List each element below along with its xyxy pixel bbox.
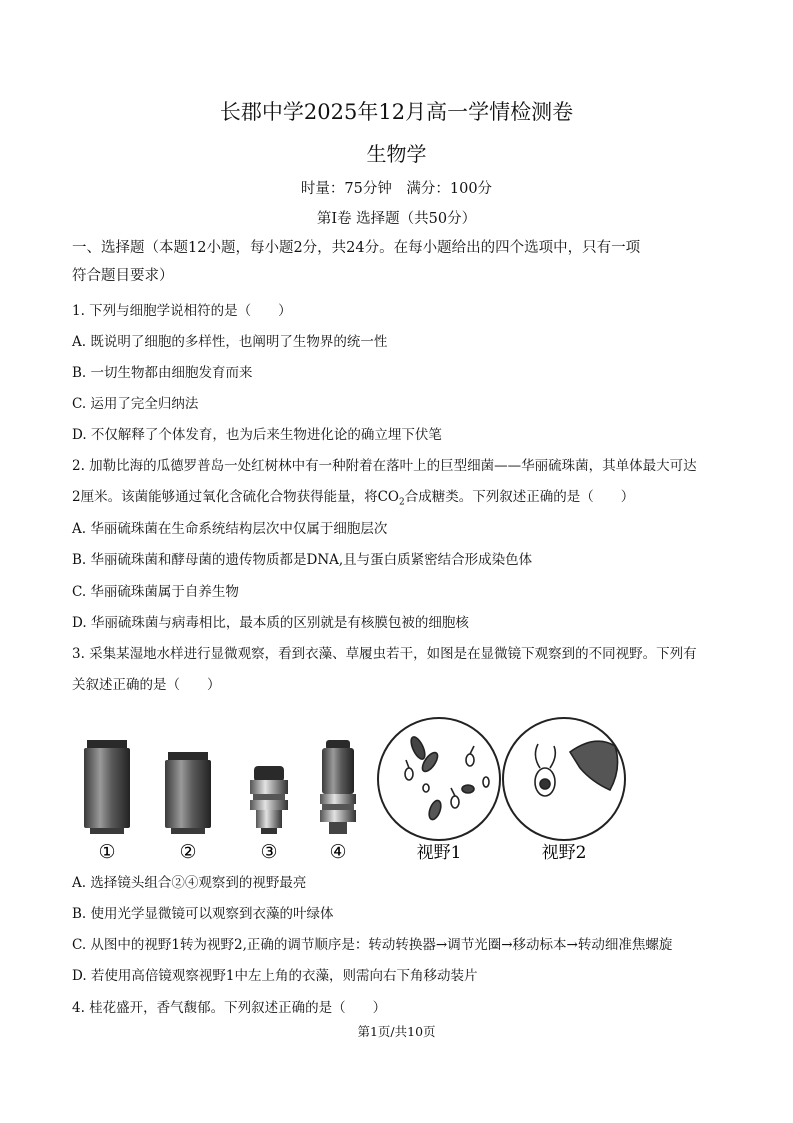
q4-stem: 4. 桂花盛开，香气馥郁。下列叙述正确的是（ ） xyxy=(72,1000,387,1016)
q2-stem-line-2 xyxy=(72,488,634,512)
objective-3-icon xyxy=(250,766,288,834)
objective-4-icon xyxy=(320,740,356,834)
lens-label-3: ③ xyxy=(260,841,278,863)
exam-meta: 时量：75分钟 满分：100分 xyxy=(300,181,493,197)
q2-option-d: D. 华丽硫珠菌与病毒相比，最本质的区别就是有核膜包被的细胞核 xyxy=(72,615,469,631)
q3-option-d: D. 若使用高倍镜观察视野1中左上角的衣藻，则需向右下角移动装片 xyxy=(72,968,478,984)
view1-label: 视野1 xyxy=(416,843,462,863)
view2-label: 视野2 xyxy=(541,843,587,863)
microscope-figure-svg xyxy=(70,712,630,868)
q3-stem-line-2: 关叙述正确的是（ ） xyxy=(72,677,221,693)
q2-stem-line-2-post: 合成糖类。下列叙述正确的是（ ） xyxy=(404,489,635,505)
eyepiece-2-icon xyxy=(165,752,211,834)
instructions-line-1: 一、选择题（本题12小题，每小题2分，共24分。在每小题给出的四个选项中，只有一项 xyxy=(72,240,641,256)
instructions-line-2: 符合题目要求） xyxy=(72,268,174,284)
subject-title: 生物学 xyxy=(366,142,427,166)
lens-label-4: ④ xyxy=(329,841,347,863)
lens-label-2: ② xyxy=(179,841,197,863)
q1-option-a: A. 既说明了细胞的多样性，也阐明了生物界的统一性 xyxy=(72,334,388,350)
page-footer: 第1页/共10页 xyxy=(357,1024,436,1039)
q2-option-a: A. 华丽硫珠菌在生命系统结构层次中仅属于细胞层次 xyxy=(72,521,388,537)
lens-label-1: ① xyxy=(98,841,116,863)
field-of-view-1 xyxy=(378,718,500,840)
q1-stem: 1. 下列与细胞学说相符的是（ ） xyxy=(72,303,292,319)
q3-option-c: C. 从图中的视野1转为视野2,正确的调节顺序是：转动转换器→调节光圈→移动标本→转动细准焦螺旋 xyxy=(72,937,673,953)
q1-option-b: B. 一切生物都由细胞发育而来 xyxy=(72,365,253,381)
field-of-view-2 xyxy=(503,718,625,840)
co2-subscript: 2 xyxy=(399,497,405,508)
q2-option-c: C. 华丽硫珠菌属于自养生物 xyxy=(72,584,239,600)
q3-option-b: B. 使用光学显微镜可以观察到衣藻的叶绿体 xyxy=(72,906,334,922)
section-title: 第I卷 选择题（共50分） xyxy=(316,211,477,227)
eyepiece-1-icon xyxy=(84,740,130,834)
q1-option-d: D. 不仅解释了个体发育，也为后来生物进化论的确立埋下伏笔 xyxy=(72,427,442,443)
microscope-figure xyxy=(70,712,630,868)
exam-title: 长郡中学2025年12月高一学情检测卷 xyxy=(219,100,574,124)
q3-stem-line-1: 3. 采集某湿地水样进行显微观察，看到衣藻、草履虫若干，如图是在显微镜下观察到的不同视野。下列有 xyxy=(72,646,697,662)
q3-option-a: A. 选择镜头组合②④观察到的视野最亮 xyxy=(72,875,307,891)
q2-option-b: B. 华丽硫珠菌和酵母菌的遗传物质都是DNA,且与蛋白质紧密结合形成染色体 xyxy=(72,552,533,568)
q2-stem-line-1: 2. 加勒比海的瓜德罗普岛一处红树林中有一种附着在落叶上的巨型细菌——华丽硫珠菌，其单体最大可达 xyxy=(72,458,697,474)
q2-stem-line-2-pre: 2厘米。该菌能够通过氧化含硫化合物获得能量，将CO xyxy=(72,489,399,505)
q1-option-c: C. 运用了完全归纳法 xyxy=(72,396,199,412)
